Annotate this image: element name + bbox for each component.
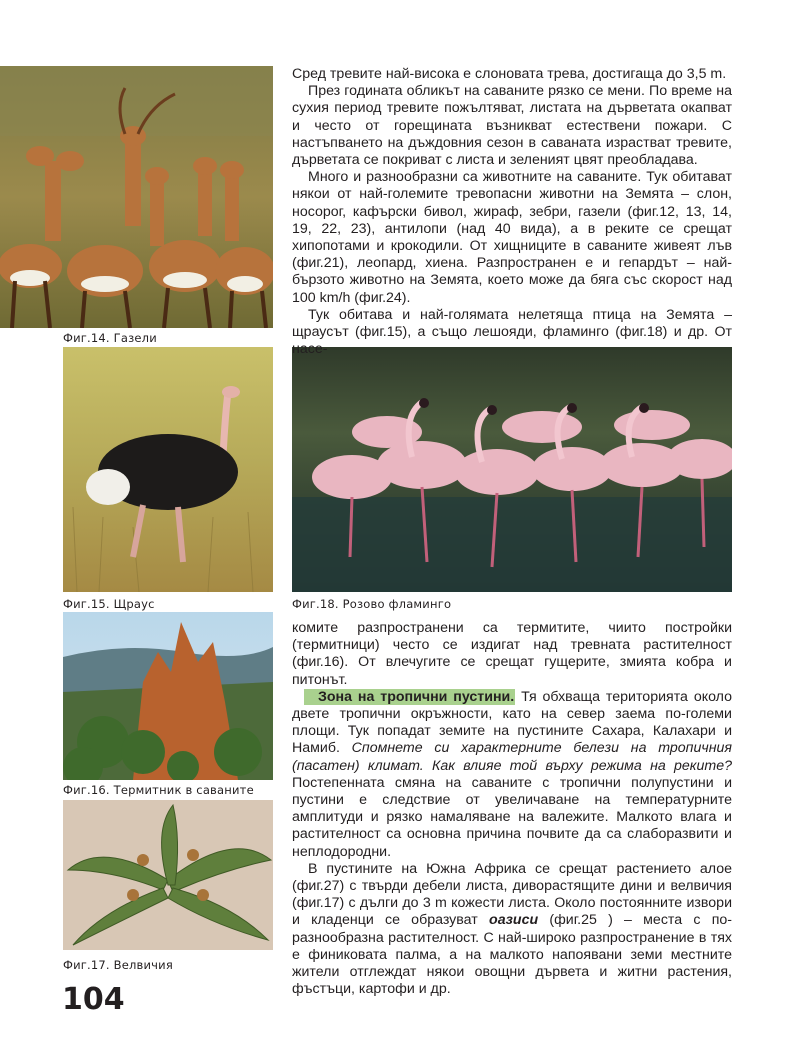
zone-heading: Зона на тропични пустини. — [304, 689, 515, 705]
text-column-bottom — [292, 620, 732, 998]
paragraph-seasons: През годината обликът на саваните рязко се мени. По време на сухия период тревите пожълтяват, листата на дърветата окапват и често от горещината възникват естествени пожари. С настъпването на дъждовния сезон в саваната израстват тревите, дърветата се покриват с листа и зеленият цвят преобладава. — [292, 83, 732, 169]
ostrich-photo — [63, 347, 273, 592]
flamingos-photo — [292, 347, 732, 592]
fig14-caption: Фиг.14. Газели — [63, 331, 157, 345]
paragraph-birds: Тук обитава и най-голямата нелетяща птица на Земята – щраусът (фиг.15), а също лешояди, фламинго (фиг.18) и др. От насе- — [292, 306, 732, 358]
paragraph-plants — [292, 861, 732, 999]
deserts-text-a: Тя обхваща територията около двете тропични окръжности, като на север заема по-големи площи. Тук попадат земите на пустините Сахара, Калахари и Намиб. — [292, 688, 732, 757]
termite-mound-photo — [63, 612, 273, 780]
welwitschia-photo — [63, 800, 273, 950]
paragraph-animals: Много и разнообразни са животните на саваните. Тук обитават някои от най-големите тревопасни животни на Земята – слон, носорог, кафърски бивол, жираф, зебри, газели (фиг.12, 13, 14, 19, 22, 23), антилопи (над 40 вида), а в реките се срещат хипопотами и крокодили. От хищниците в саваните живеят лъв (фиг.21), леопард, хиена. Разпространен е и гепардът – най-бързото животно на Земята, което може да бяга със скорост над 100 km/h (фиг.24). — [292, 169, 732, 306]
fig17-caption: Фиг.17. Велвичия — [63, 958, 173, 972]
paragraph-deserts — [292, 689, 732, 861]
deserts-question: Спомнете си характерните белези на тропичния (пасатен) климат. Как влияе той върху режима на реките? — [292, 740, 732, 774]
plants-text-a: В пустините на Южна Африка се срещат растението алое (фиг.27) с твърди дебели листа, диворастящите дини и велвичия (фиг.17) с дълги до 3 m кожести листа. Около постоянните извори и кладенци се образуват — [292, 860, 732, 929]
oases-term: оазиси — [488, 912, 539, 929]
gazelles-photo — [0, 66, 273, 328]
fig15-caption: Фиг.15. Щраус — [63, 597, 155, 611]
paragraph-elephant-grass: Сред тревите най-висока е слоновата трева, достигаща до 3,5 m. — [292, 66, 727, 82]
page-number: 104 — [62, 982, 125, 1017]
fig16-caption: Фиг.16. Термитник в саваните — [63, 783, 254, 797]
plants-text-b: (фиг.25 ) – места с по-разнообразна растителност. С най-широко разпространение в тях е финиковата палма, а на малкото напоявани земи местните жители отглеждат някои овощни дървета и житни растения, фъстъци, картофи и др. — [292, 912, 732, 998]
fig18-caption: Фиг.18. Розово фламинго — [292, 597, 452, 611]
paragraph-termites: комите разпространени са термитите, чиито постройки (термитници) често се издигат над тревната растителност (фиг.16). От влечугите се срещат гущерите, змията кобра и питонът. — [292, 620, 732, 688]
deserts-text-b: Постепенната смяна на саваните с тропични полупустини и пустини е следствие от увеличаване на температурните амплитуди и рязко намаляване на валежите. Малкото влага и растителност са основна причина почвите да са слаборазвити и неплодородни. — [292, 774, 732, 860]
text-column-top — [292, 66, 732, 358]
